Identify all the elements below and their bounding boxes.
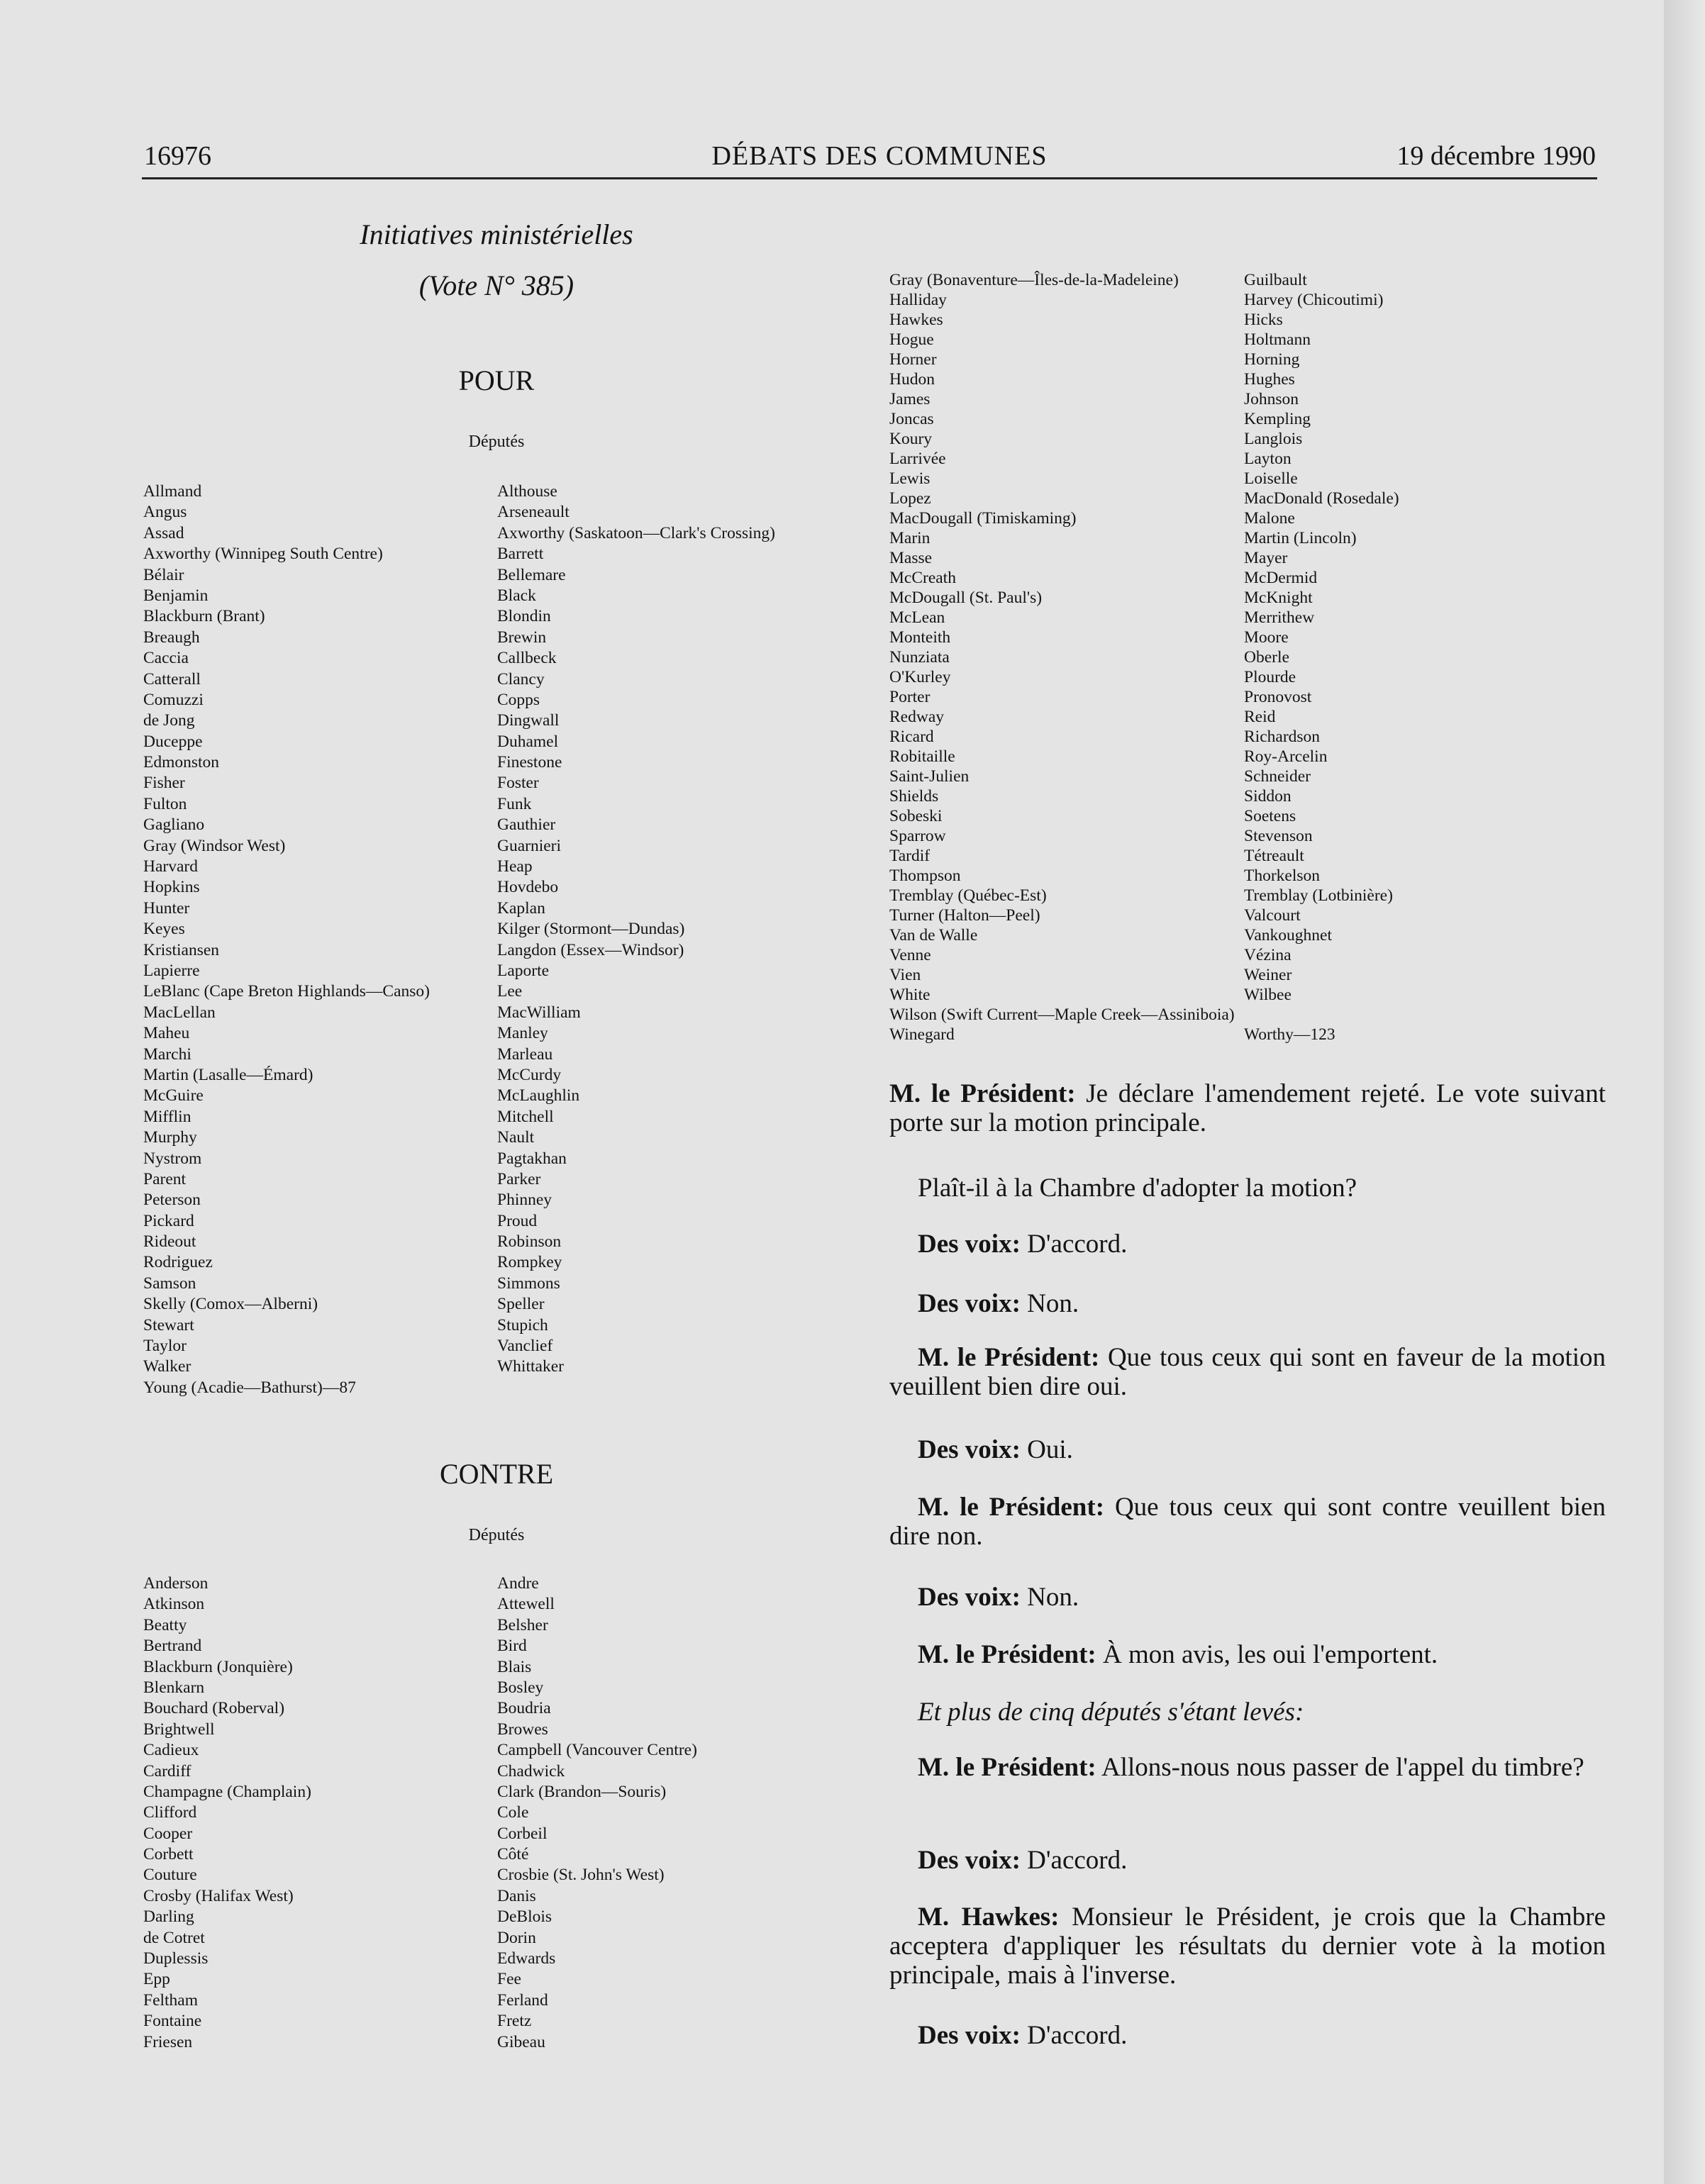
member-name: Finestone [497,753,562,772]
speech-text: Monsieur le Président, je crois que la Chambre acceptera d'appliquer les résultats du dernier vote à la motion principale, mais à l'inverse. [889,1902,1606,1990]
speaker-name: Des voix: [918,1435,1021,1464]
member-name: Attewell [497,1595,555,1614]
member-name: de Cotret [143,1928,205,1947]
member-name: Harvard [143,857,198,876]
member-name: Proud [497,1211,538,1230]
member-name: Copps [497,690,540,709]
member-name: Simmons [497,1274,560,1293]
member-name: Keyes [143,920,185,939]
member-name: Halliday [889,291,947,309]
member-name: Bellemare [497,565,566,584]
member-name: Harvey (Chicoutimi) [1244,291,1384,309]
speaker-name: M. le Président: [918,1640,1096,1669]
proceeding-paragraph [889,1640,1606,1669]
contre-column-2 [497,1573,697,2053]
member-name: Lewis [889,469,931,488]
pour-column-2 [497,481,775,1378]
member-name: Fee [497,1970,521,1989]
member-name: Duceppe [143,732,203,751]
member-name: Rompkey [497,1253,562,1272]
member-name: Bouchard (Roberval) [143,1699,285,1718]
speech-text: Non. [1027,1289,1079,1318]
member-name: Axworthy (Winnipeg South Centre) [143,545,383,564]
member-name: Danis [497,1886,536,1905]
member-name: Loiselle [1244,469,1298,488]
proceeding-paragraph [889,1289,1606,1318]
member-name: Laporte [497,961,550,980]
speaker-name: M. le Président: [889,1079,1076,1108]
member-name: Valcourt [1244,906,1301,925]
member-name: Whittaker [497,1357,564,1376]
member-name: Nault [497,1128,535,1147]
member-name: Samson [143,1274,196,1293]
member-name: Richardson [1244,728,1321,746]
member-name: Nystrom [143,1149,202,1168]
proceeding-paragraph [889,1079,1606,1137]
member-name: DeBlois [497,1907,552,1927]
member-name: Speller [497,1295,545,1314]
vote-number: (Vote N° 385) [418,269,574,301]
member-name: Fontaine [143,2012,202,2031]
member-name: Bélair [143,565,184,584]
speaker-name: Des voix: [918,1583,1021,1612]
member-name: Hovdebo [497,878,559,897]
member-name: Bosley [497,1678,544,1697]
member-name: Black [497,586,536,605]
member-name: Bertrand [143,1637,202,1656]
member-name: Pronovost [1244,688,1312,706]
member-name: Monteith [889,628,951,647]
member-name: McKnight [1244,589,1313,607]
member-name: Marleau [497,1044,553,1064]
member-name: Vankoughnet [1244,926,1333,945]
member-name: Plourde [1244,668,1296,686]
member-name: Couture [143,1866,197,1885]
member-name: Hawkes [889,311,943,329]
member-name: Feltham [143,1990,199,2010]
member-name: Stewart [143,1315,194,1335]
proceeding-paragraph [889,1583,1606,1612]
member-name: Bird [497,1637,527,1656]
member-name: Masse [889,549,933,567]
member-name: Fretz [497,2012,532,2031]
member-name: Dorin [497,1928,536,1947]
member-name: Langlois [1244,430,1303,448]
member-name: Champagne (Champlain) [143,1782,311,1801]
member-name: Catterall [143,669,201,689]
member-name: Tardif [889,847,931,865]
member-name: McCurdy [497,1065,562,1084]
member-name: Fulton [143,794,187,813]
member-name: Brightwell [143,1720,215,1739]
member-name: Martin (Lasalle—Émard) [143,1065,313,1084]
member-name: MacWilliam [497,1003,581,1022]
speaker-name: M. Hawkes: [918,1902,1060,1932]
member-name: Sparrow [889,827,946,845]
member-name: Wilbee [1244,986,1292,1004]
member-name: Hogue [889,330,934,349]
contre-title: CONTRE [440,1458,553,1490]
member-name: Lapierre [143,961,200,980]
member-name: Cadieux [143,1741,199,1760]
member-name: Browes [497,1720,548,1739]
member-name: Peterson [143,1191,201,1210]
member-name: Fisher [143,774,185,793]
journal-title: DÉBATS DES COMMUNES [711,141,1048,171]
member-name: McLaughlin [497,1086,580,1105]
member-name: Larrivée [889,450,946,468]
member-name: Weiner [1244,966,1292,984]
member-name: Benjamin [143,586,209,605]
pour-title: POUR [458,364,535,396]
member-name: O'Kurley [889,668,951,686]
member-name: Lee [497,982,523,1001]
member-name: Assad [143,523,184,542]
member-name: Rodriguez [143,1253,213,1272]
member-name: Kristiansen [143,940,220,959]
member-name: Mitchell [497,1107,554,1126]
member-name: McDermid [1244,569,1318,587]
member-name: Tremblay (Lotbinière) [1244,886,1393,905]
member-name: Joncas [889,410,934,428]
member-name: Robitaille [889,747,955,766]
member-name: Belsher [497,1615,548,1634]
member-name: Porter [889,688,931,706]
member-name: McCreath [889,569,956,587]
speech-text: Que tous ceux qui sont en faveur de la motion veuillent bien dire oui. [889,1343,1606,1401]
member-name: MacDougall (Timiskaming) [889,509,1077,528]
proceeding-paragraph [889,1846,1606,1875]
member-name: Skelly (Comox—Alberni) [143,1295,318,1314]
member-name: Blackburn (Brant) [143,607,265,626]
member-name: Redway [889,708,945,726]
member-name: Thompson [889,867,961,885]
proceeding-paragraph [889,2021,1606,2050]
speaker-name: Des voix: [918,2021,1021,2050]
member-name: Siddon [1244,787,1292,806]
member-name: Gray (Bonaventure—Îles-de-la-Madeleine) [889,271,1179,289]
member-name: Stevenson [1244,827,1313,845]
speech-text: Non. [1027,1583,1079,1612]
member-name: Clifford [143,1803,197,1822]
member-name: Axworthy (Saskatoon—Clark's Crossing) [497,523,775,542]
member-name: Crosby (Halifax West) [143,1886,294,1905]
member-name: Marin [889,529,931,547]
member-name: Marchi [143,1044,191,1064]
member-name: Edmonston [143,753,220,772]
stage-direction: Et plus de cinq députés s'étant levés: [918,1698,1304,1727]
member-name: MacLellan [143,1003,216,1022]
member-name: Nunziata [889,648,950,667]
speech-text: Plaît-il à la Chambre d'adopter la motion? [918,1174,1357,1203]
member-name: Venne [889,946,931,964]
member-name: Stupich [497,1315,548,1335]
page-number: 16976 [144,141,211,171]
member-name: Arseneault [497,503,570,522]
member-name: Gray (Windsor West) [143,836,286,855]
member-name: Allmand [143,482,202,501]
member-name: Wilson (Swift Current—Maple Creek—Assiniboia) [889,1005,1235,1024]
member-name: Gibeau [497,2032,545,2051]
member-name: Dingwall [497,711,560,730]
member-name: Holtmann [1244,330,1311,349]
member-name: Andre [497,1574,539,1593]
member-name: Althouse [497,482,557,501]
member-name: Vanclief [497,1337,553,1356]
member-name: Johnson [1244,390,1299,408]
member-name: White [889,986,931,1004]
member-name: Walker [143,1357,191,1376]
speech-text: D'accord. [1027,1846,1128,1875]
member-name: Beatty [143,1615,187,1634]
member-name: Brewin [497,628,547,647]
member-name: Clark (Brandon—Souris) [497,1782,667,1801]
pour-column-1 [143,481,430,1398]
member-name: Reid [1244,708,1276,726]
member-name: Parker [497,1169,541,1188]
pour-group-title: Députés [468,433,525,451]
member-name: Kempling [1244,410,1311,428]
member-name: Layton [1244,450,1292,468]
member-name: Schneider [1244,767,1311,786]
proceeding-paragraph [889,1174,1606,1203]
member-name: Heap [497,857,533,876]
speaker-name: M. le Président: [918,1343,1100,1372]
section-title: Initiatives ministérielles [360,218,633,250]
member-name: Maheu [143,1024,190,1043]
page-date: 19 décembre 1990 [1396,141,1596,171]
member-name: Duplessis [143,1949,209,1968]
member-name: Blenkarn [143,1678,205,1697]
speech-text: D'accord. [1027,2021,1128,2050]
member-name: Guarnieri [497,836,562,855]
member-name: Turner (Halton—Peel) [889,906,1040,925]
member-name: Tétreault [1244,847,1304,865]
proceeding-paragraph [889,1435,1606,1464]
member-name: Saint-Julien [889,767,970,786]
member-name: McLean [889,608,945,627]
member-name: Funk [497,794,532,813]
member-name: Epp [143,1970,170,1989]
speaker-name: M. le Président: [918,1493,1105,1522]
member-name: Hudon [889,370,935,389]
member-name: Atkinson [143,1595,205,1614]
member-name: Darling [143,1907,194,1927]
member-name: Mifflin [143,1107,191,1126]
member-name: MacDonald (Rosedale) [1244,489,1399,508]
member-name: Koury [889,430,933,448]
member-name: Parent [143,1169,187,1188]
member-name: Winegard [889,1025,955,1044]
member-name: Gauthier [497,815,556,835]
member-name: Blais [497,1657,532,1676]
member-name: Comuzzi [143,690,204,709]
contre-column-4 [1244,270,1399,1044]
speech-text: Allons-nous nous passer de l'appel du timbre? [1101,1753,1584,1782]
member-name: Corbeil [497,1824,548,1843]
member-name: Lopez [889,489,931,508]
member-name: Angus [143,503,187,522]
contre-column-1 [143,1573,311,2053]
proceeding-paragraph [889,1343,1606,1401]
member-name: Cooper [143,1824,193,1843]
page-edge [1664,0,1705,2184]
member-name: Cole [497,1803,529,1822]
member-name: Côté [497,1845,529,1864]
contre-group-title: Députés [468,1526,525,1544]
member-name: Taylor [143,1337,187,1356]
member-name: Martin (Lincoln) [1244,529,1357,547]
speaker-name: Des voix: [918,1846,1021,1875]
member-name: Mayer [1244,549,1288,567]
member-name: Vézina [1244,946,1292,964]
member-name: Pickard [143,1211,194,1230]
member-name: LeBlanc (Cape Breton Highlands—Canso) [143,982,430,1001]
member-name: Worthy—123 [1244,1025,1335,1044]
member-name: Kaplan [497,898,545,918]
speech-text: Oui. [1027,1435,1073,1464]
member-name: Shields [889,787,939,806]
proceeding-paragraph [889,1698,1606,1727]
member-name: Anderson [143,1574,209,1593]
speech-text: Que tous ceux qui sont contre veuillent bien dire non. [889,1493,1606,1551]
member-name: Duhamel [497,732,559,751]
member-name: Cardiff [143,1761,191,1781]
member-name: Callbeck [497,649,557,668]
proceeding-paragraph [889,1230,1606,1259]
member-name: Manley [497,1024,548,1043]
member-name: Foster [497,774,539,793]
member-name: Edwards [497,1949,556,1968]
member-name: Guilbault [1244,271,1307,289]
member-name: Friesen [143,2032,193,2051]
member-name: Corbett [143,1845,194,1864]
member-name [1244,1005,1399,1025]
member-name: Roy-Arcelin [1244,747,1328,766]
member-name: Hopkins [143,878,200,897]
member-name: Soetens [1244,807,1296,825]
member-name: Murphy [143,1128,197,1147]
member-name: McGuire [143,1086,204,1105]
member-name: de Jong [143,711,195,730]
speech-text: À mon avis, les oui l'emportent. [1102,1640,1438,1669]
speech-text: D'accord. [1027,1230,1128,1259]
member-name: Chadwick [497,1761,565,1781]
member-name: Young (Acadie—Bathurst)—87 [143,1378,356,1397]
member-name: Hicks [1244,311,1283,329]
member-name: Ferland [497,1990,548,2010]
member-name: Oberle [1244,648,1289,667]
member-name: McDougall (St. Paul's) [889,589,1043,607]
member-name: Blondin [497,607,551,626]
member-name: Clancy [497,669,545,689]
speech-text: Je déclare l'amendement rejeté. Le vote suivant porte sur la motion principale. [889,1079,1606,1137]
member-name: James [889,390,931,408]
member-name: Hughes [1244,370,1295,389]
member-name: Robinson [497,1232,562,1252]
member-name: Langdon (Essex—Windsor) [497,940,684,959]
member-name: Merrithew [1244,608,1315,627]
proceeding-paragraph [889,1902,1606,1990]
member-name: Kilger (Stormont—Dundas) [497,920,685,939]
member-name: Phinney [497,1191,552,1210]
member-name: Van de Walle [889,926,978,945]
member-name: Horning [1244,350,1300,369]
speaker-name: M. le Président: [918,1753,1096,1782]
proceeding-paragraph [889,1753,1606,1782]
member-name: Caccia [143,649,189,668]
member-name: Crosbie (St. John's West) [497,1866,665,1885]
speaker-name: Des voix: [918,1230,1021,1259]
header-rule [142,177,1597,179]
proceeding-paragraph [889,1493,1606,1551]
member-name: Tremblay (Québec-Est) [889,886,1047,905]
member-name: Ricard [889,728,934,746]
member-name: Horner [889,350,937,369]
member-name: Gagliano [143,815,205,835]
member-name: Vien [889,966,921,984]
member-name: Pagtakhan [497,1149,567,1168]
member-name: Sobeski [889,807,943,825]
member-name: Hunter [143,898,190,918]
speaker-name: Des voix: [918,1289,1021,1318]
member-name: Malone [1244,509,1295,528]
member-name: Barrett [497,545,544,564]
member-name: Blackburn (Jonquière) [143,1657,293,1676]
member-name: Moore [1244,628,1289,647]
member-name: Thorkelson [1244,867,1321,885]
member-name: Campbell (Vancouver Centre) [497,1741,697,1760]
member-name: Rideout [143,1232,196,1252]
member-name: Breaugh [143,628,200,647]
member-name: Boudria [497,1699,551,1718]
contre-column-3 [889,270,1235,1044]
